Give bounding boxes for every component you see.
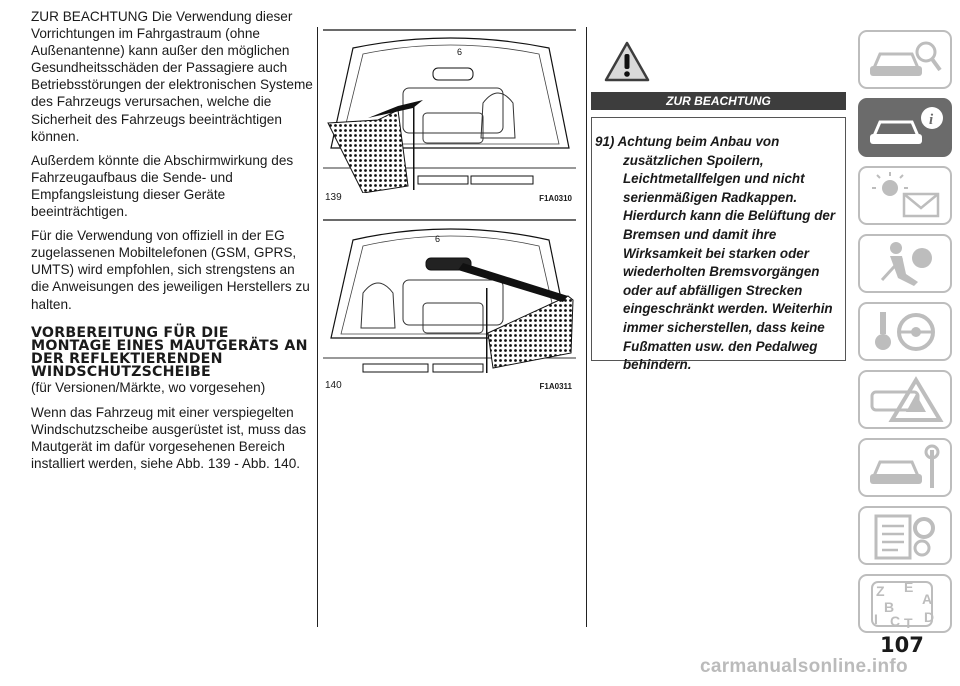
alphabet-index-icon [860,576,950,631]
index-letter: T [904,615,913,631]
car-wrench-icon [860,440,950,495]
figure-139 [323,28,576,210]
paragraph-interference: ZUR BEACHTUNG Die Verwendung dieser Vorrichtungen im Fahrgastraum (ohne Außenantenne) kann außer den möglichen Gesundheitsschäden der Passagiere auch Betriebsstörungen der elektronischen Systeme des Fahrzeugs verursachen, welche die Sicherheit des Fahrzeugs beeinträchtigen können. [31,9,313,144]
tab-technical-data[interactable] [858,506,952,565]
data-gear-icon [860,508,950,563]
index-letter: A [922,591,933,607]
page-number: 107 [880,633,924,657]
svg-text:6: 6 [435,234,441,244]
figure-number: 140 [325,380,342,391]
figure-139-illustration [323,28,576,193]
svg-text:i: i [929,112,934,128]
car-info-icon [860,100,950,155]
index-letter: C [890,613,901,629]
warning-text: Achtung beim Anbau von zusätzlichen Spoilern, Leichtmetallfelgen und nicht serienmäßigen Radkappen. Hierdurch kann die Belüftung der Bremsen und damit ihre Wirksamkeit bei starken oder wiederholten Bremsvorgängen oder auf abfälligen Strecken eingeschränkt werden. Weiterhin immer sicherstellen, dass keine Fußmatten usw. den Pedalweg behindern. [617,134,836,373]
seat-airbag-icon [860,236,950,291]
index-letter: B [884,599,895,615]
index-letter: E [904,579,914,595]
main-text-column [31,8,313,479]
tab-emergency[interactable] [858,370,952,429]
paragraph-toll-device: Wenn das Fahrzeug mit einer verspiegelten Windschutzscheibe ausgerüstet ist, muss das Mautgerät im dafür vorgesehenen Bereich installiert werden, siehe Abb. 139 - Abb. 140. [31,404,307,471]
column-divider-right [586,27,587,627]
tab-index[interactable] [858,574,952,633]
tab-car-search[interactable] [858,30,952,89]
section-heading: VORBEREITUNG FÜR DIE MONTAGE EINES MAUTGERÄTS AN DER REFLEKTIERENDEN WINDSCHUTZSCHEIBE [31,324,308,381]
svg-text:6: 6 [457,47,463,57]
figure-140 [323,218,576,398]
tab-car-info[interactable] [858,98,952,157]
tab-maintenance[interactable] [858,438,952,497]
warning-title: ZUR BEACHTUNG [591,92,846,110]
paragraph-mobile-phones: Für die Verwendung von offiziell in der EG zugelassenen Mobiltelefonen (GSM, GPRS, UMTS) wird empfohlen, sich strengstens an die Anweisungen des jeweiligen Herstellers zu halten. [31,228,310,312]
column-divider-left [317,27,318,627]
tab-warning-lights[interactable] [858,166,952,225]
car-search-icon [860,32,950,87]
index-letter: Z [876,583,885,599]
section-subheading: (für Versionen/Märkte, wo vorgesehen) [31,380,266,396]
figure-number: 139 [325,192,342,203]
figure-code: F1A0311 [539,382,572,391]
warning-number: 91) [595,134,615,149]
warning-note [595,133,839,375]
hazard-triangle-icon [860,372,950,427]
warning-triangle-icon [603,40,651,84]
index-letter: D [924,609,935,625]
figure-140-illustration [323,218,576,380]
warning-box [591,117,846,373]
tab-safety[interactable] [858,234,952,293]
tab-start-driving[interactable] [858,302,952,361]
warning-light-mail-icon [860,168,950,223]
watermark: carmanualsonline.info [700,656,908,677]
index-letter: I [874,611,878,627]
key-steering-wheel-icon [860,304,950,359]
figure-code: F1A0310 [539,194,572,203]
paragraph-shielding: Außerdem könnte die Abschirmwirkung des Fahrzeugaufbaus die Sende- und Empfangsleistung dieser Geräte beeinträchtigen. [31,152,294,220]
